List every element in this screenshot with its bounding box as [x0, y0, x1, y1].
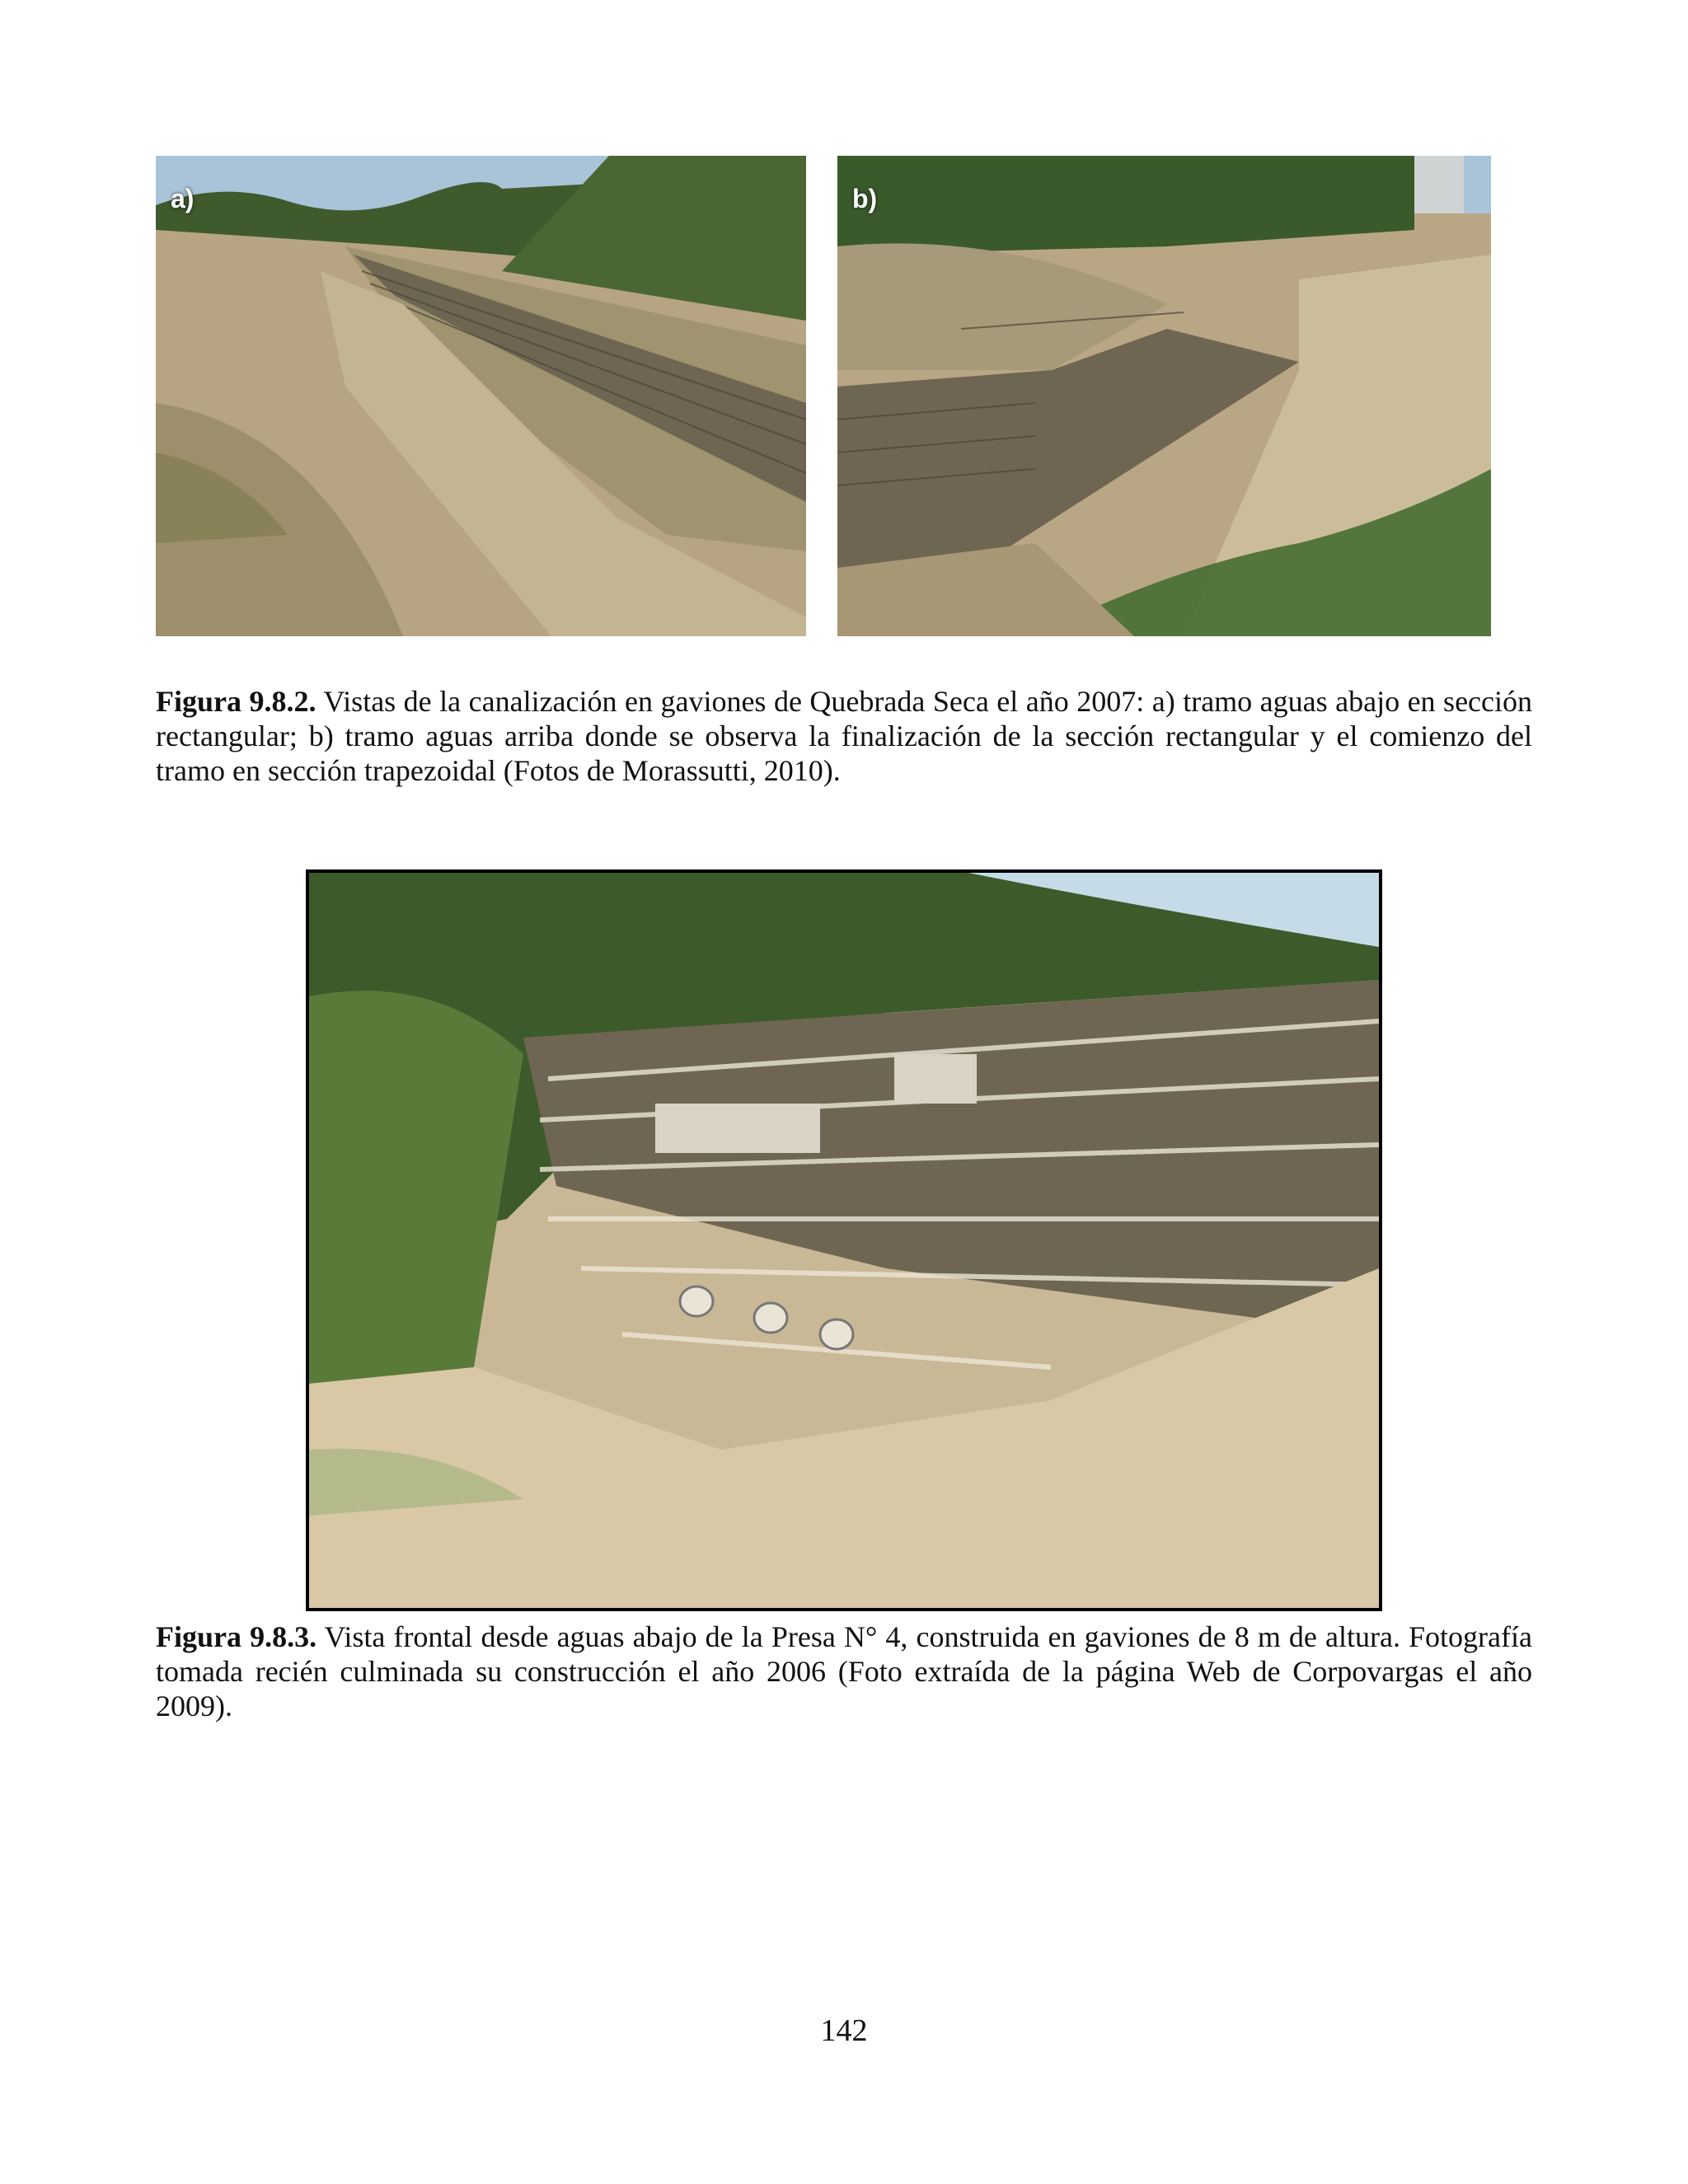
figure-9-8-2-text: Vistas de la canalización en gaviones de Quebrada Seca el año 2007: a) tramo aguas abajo en sección rectangular; b) tramo aguas arriba donde se observa la finalización de la sección rectangular y el comienzo del tramo en sección trapezoidal (Fotos de Morassutti, 2010).: [156, 685, 1533, 787]
figure-9-8-3-text: Vista frontal desde aguas abajo de la Presa N° 4, construida en gaviones de 8 m de altura. Fotografía tomada recién culminada su construcción el año 2006 (Foto extraída de la página Web de Corpovargas el año 2009).: [156, 1620, 1532, 1722]
photo-b-illustration: [837, 156, 1491, 636]
photo-panel-b: [837, 156, 1491, 636]
figure-9-8-3-caption: [156, 1619, 1532, 1723]
dam-illustration: [309, 873, 1379, 1608]
photo-panel-a: [156, 156, 806, 636]
page-number: 142: [820, 2013, 868, 2048]
panel-b-label: b): [852, 184, 878, 213]
figure-9-8-3-label: Figura 9.8.3.: [156, 1620, 317, 1653]
panel-a-label: a): [171, 184, 195, 213]
figure-9-8-2-label: Figura 9.8.2.: [156, 685, 316, 718]
photo-dam: [306, 869, 1382, 1611]
photo-a-illustration: [156, 156, 806, 636]
figure-9-8-2-caption: [156, 684, 1532, 788]
